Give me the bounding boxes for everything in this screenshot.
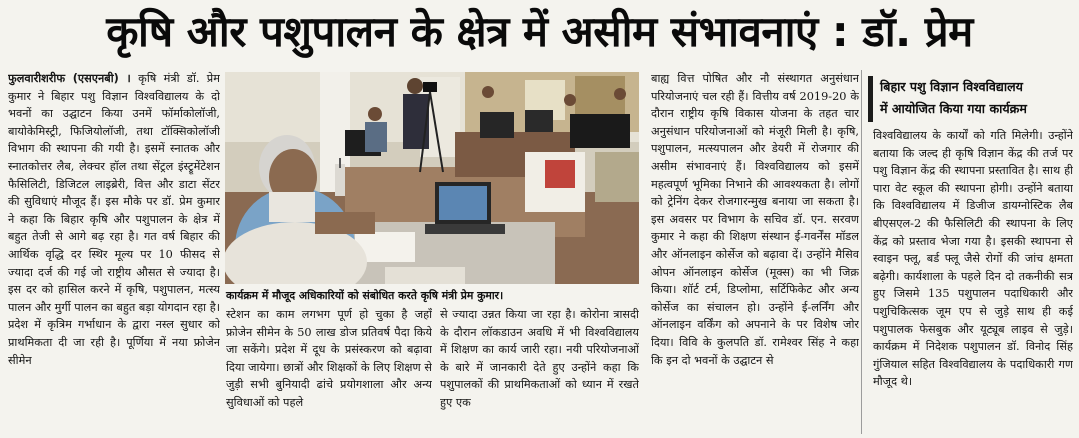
article-column-4: बाह्य वित्त पोषित और नौ संस्थागत अनुसंधान परियोजनाएं चल रही हैं। वित्तीय वर्ष 2019-20 के दौरान राष्ट्रीय कृषि विकास योजना के तहत चार अनुसंधान परियोजनाओं को मंजूरी मिली है। कृषि, पशुपालन, मत्स्यपालन और डेयरी में रोजगार की असीम संभावनाएं हैं। विश्वविद्यालय को इसमें महत्वपूर्ण भूमिका निभाने की आवश्यकता है। लोगों को ट्रेनिंग देकर रोजगारन्मुख बनाया जा सकता है। इस अवसर पर विभाग के सचिव डॉ. एन. सरवण कुमार ने कहा की शिक्षण संस्थान ई-गवर्नेंस मॉडल और ऑनलाइन कोर्सेज को बढ़ावा दें। उन्होंने मैसिव ओपन ऑनलाइन कोर्सेज (मूक्स) का भी जिक्र किया। शॉर्ट टर्म, डिप्लोमा, सर्टिफिकेट और अन्य कोर्सेज का संचालन हो। उन्होंने ई-लर्निंग और ऑनलाइन वर्किंग को अपनाने के पर विशेष जोर दिया। विवि के कुलपति डॉ. रामेश्वर सिंह ने कहा कि इन दो भवनों के उद्घाटन से (651, 72, 859, 367)
photo-caption: कार्यक्रम में मौजूद अधिकारियों को संबोधित करते कृषि मंत्री प्रेम कुमार। (226, 289, 504, 302)
column-divider (861, 70, 862, 434)
news-photo (225, 72, 639, 284)
photo-illustration (225, 72, 639, 284)
sidebar-line-1: बिहार पशु विज्ञान विश्वविद्यालय (880, 79, 1023, 94)
dateline: फुलवारीशरीफ (एसएनबी) । (8, 72, 131, 85)
sidebar-line-2: में आयोजित किया गया कार्यक्रम (880, 101, 1027, 116)
article-column-1 (8, 70, 220, 430)
headline: कृषि और पशुपालन के क्षेत्र में असीम संभावनाएं : डॉ. प्रेम (106, 7, 973, 56)
sidebar-box (868, 76, 1074, 122)
article-column-5: विश्वविद्यालय के कार्यों को गति मिलेगी। उन्होंने बताया कि जल्द ही कृषि विज्ञान केंद्र की तर्ज पर पशु विज्ञान केंद्र की स्थापना प्रस्तावित है। साथ ही पारा वेट स्कूल की स्थापना होगी। उन्होंने बताया कि विश्वविद्यालय में डिजीज डायग्नोस्टिक लैब बीएसएल-2 की फैसिलिटी की स्थापना के लिए केंद्र को प्रस्ताव भेजा गया है। इसकी स्थापना से स्वाइन फ्लू, बर्ड फ्लू जैसे रोगों की जांच क्षमता बढ़ेगी। कार्यशाला के पहले दिन दो तकनीकी सत्र हुए जिसमे 135 पशुपालन पदाधिकारी और पशुचिकित्सक जूम एप से जुड़े साथ ही कई पशुपालक फेसबुक और यूट्यूब लाइव से जुड़े। कार्यक्रम में निदेशक पशुपालन डॉ. विनोद सिंह गुंजियाल सहित विश्वविद्यालय के पदाधिकारी गण मौजूद थे। (873, 129, 1073, 389)
article-column-3: से ज्यादा उन्नत किया जा रहा है। कोरोना त्रासदी के दौरान लॉकडाउन अवधि में भी विश्वविद्यालय में शिक्षण का कार्य जारी रहा। नयी परियोजनाओं के बारे में जानकारी देते हुए उन्होंने कहा कि पशुपालकों की प्राथमिकताओं को ध्यान में रखते हुए एक (440, 308, 639, 409)
article-column-2: स्टेशन का काम लगभग पूर्ण हो चुका है जहाँ फ्रोजेन सीमेन के 50 लाख डोज प्रतिवर्ष पैदा किये जा सकेंगे। प्रदेश में दूध के प्रसंस्करण को बढ़ावा दिया जायेगा। छात्रों और शिक्षकों के लिए शिक्षण से जुड़ी सभी बुनियादी ढांचे प्रयोगशाला और अन्य सुविधाओं को पहले (226, 308, 432, 409)
article-text-1: कृषि मंत्री डॉ. प्रेम कुमार ने बिहार पशु विज्ञान विश्वविद्यालय के दो भवनों का उद्घाटन किया उनमें फॉर्माकोलॉजी, बायोकेमिस्ट्री, फिजियोलॉजी, तथा टॉक्सिकोलॉजी विभाग की स्थापना की गयी है। इसमें स्नातक और स्नातकोत्तर लैब, लेक्चर हॉल तथा सेंट्रल इंस्ट्रूमेंटेशन फैसिलिटी, डिजिटल लाइब्रेरी, वित्त और डाटा सेंटर की सुविधाएं मौजूद हैं। इस मौके पर डॉ. प्रेम कुमार ने कहा कि बिहार कृषि और पशुपालन के क्षेत्र में बहुत तेजी से आगे बढ़ रहा है। गत वर्ष बिहार की आर्थिक वृद्धि दर स्थिर मूल्य पर 10 फीसद से ज्यादा दर्ज की गई जो राष्ट्रीय औसत से ज्यादा है। इस दर को हासिल करने में कृषि, पशुपालन, मत्स्य पालन और मुर्गी पालन का बहुत बड़ा योगदान रहा है। प्रदेश में कृत्रिम गर्भाधान के द्वारा नस्ल सुधार को प्राथमिकता दी जा रही है। पूर्णिया में नया फ्रोजेन सीमेन (8, 72, 220, 367)
